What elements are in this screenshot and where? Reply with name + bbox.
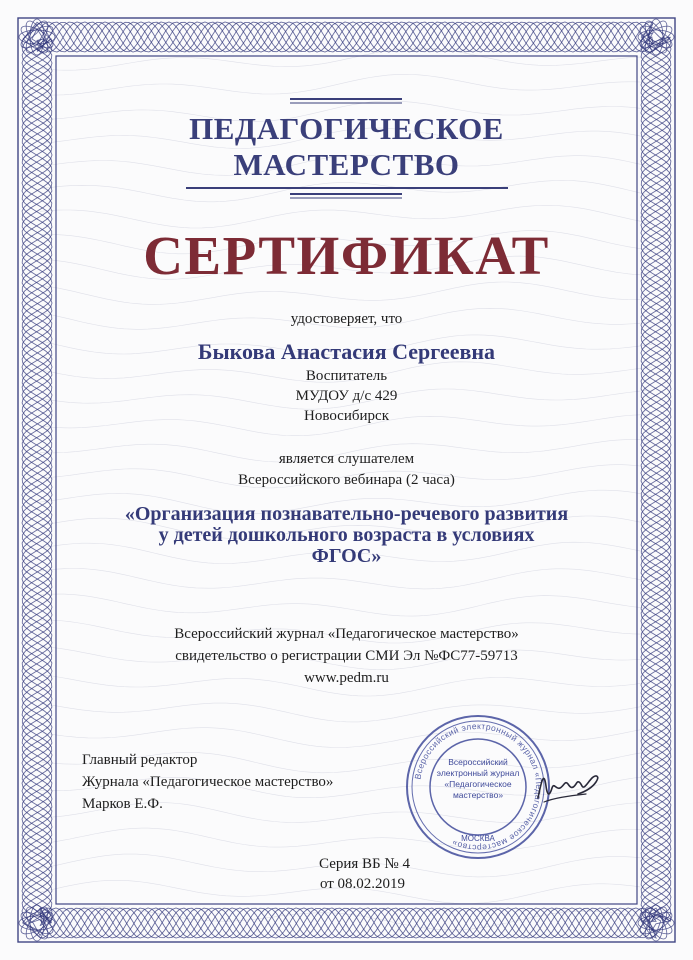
journal-line-1: Всероссийский журнал «Педагогическое мастерство» — [174, 626, 519, 642]
course-title-line-1: «Организация познавательно-речевого развития — [124, 503, 569, 525]
event-text: Всероссийского вебинара (2 часа) — [238, 472, 455, 488]
certifies-text: удостоверяет, что — [290, 311, 403, 327]
stamp-line-2: электронный журнал — [436, 768, 520, 778]
editor-journal: Журнала «Педагогическое мастерство» — [82, 774, 334, 790]
editor-signature — [534, 768, 606, 808]
stamp-line-1: Всероссийский — [448, 757, 508, 767]
recipient-position: Воспитатель — [305, 368, 388, 384]
brand-line-1: ПЕДАГОГИЧЕСКОЕ — [189, 111, 504, 146]
recipient-organization: МУДОУ д/с 429 — [295, 388, 398, 404]
series-number: Серия ВБ № 4 — [319, 856, 410, 872]
journal-website: www.pedm.ru — [304, 670, 389, 686]
issue-date: от 08.02.2019 — [319, 876, 406, 892]
stamp-ring-text: Всероссийский электронный журнал «Педагогическое мастерство» — [412, 720, 545, 854]
editor-name: Марков Е.Ф. — [82, 796, 163, 812]
certificate-title: СЕРТИФИКАТ — [143, 225, 550, 286]
course-title-line-3: ФГОС» — [311, 545, 382, 567]
editor-title: Главный редактор — [82, 752, 198, 768]
journal-line-2: свидетельство о регистрации СМИ Эл №ФС77-59713 — [175, 648, 518, 664]
status-text: является слушателем — [278, 451, 415, 467]
stamp-line-3: «Педагогическое — [444, 779, 512, 789]
stamp-line-4: мастерство» — [452, 790, 504, 800]
journal-stamp — [404, 713, 552, 861]
brand-line-2: МАСТЕРСТВО — [233, 147, 460, 182]
stamp-city: МОСКВА — [461, 834, 495, 843]
recipient-name: Быкова Анастасия Сергеевна — [197, 339, 496, 364]
recipient-city: Новосибирск — [304, 408, 389, 424]
course-title-line-2: у детей дошкольного возраста в условиях — [158, 524, 535, 546]
